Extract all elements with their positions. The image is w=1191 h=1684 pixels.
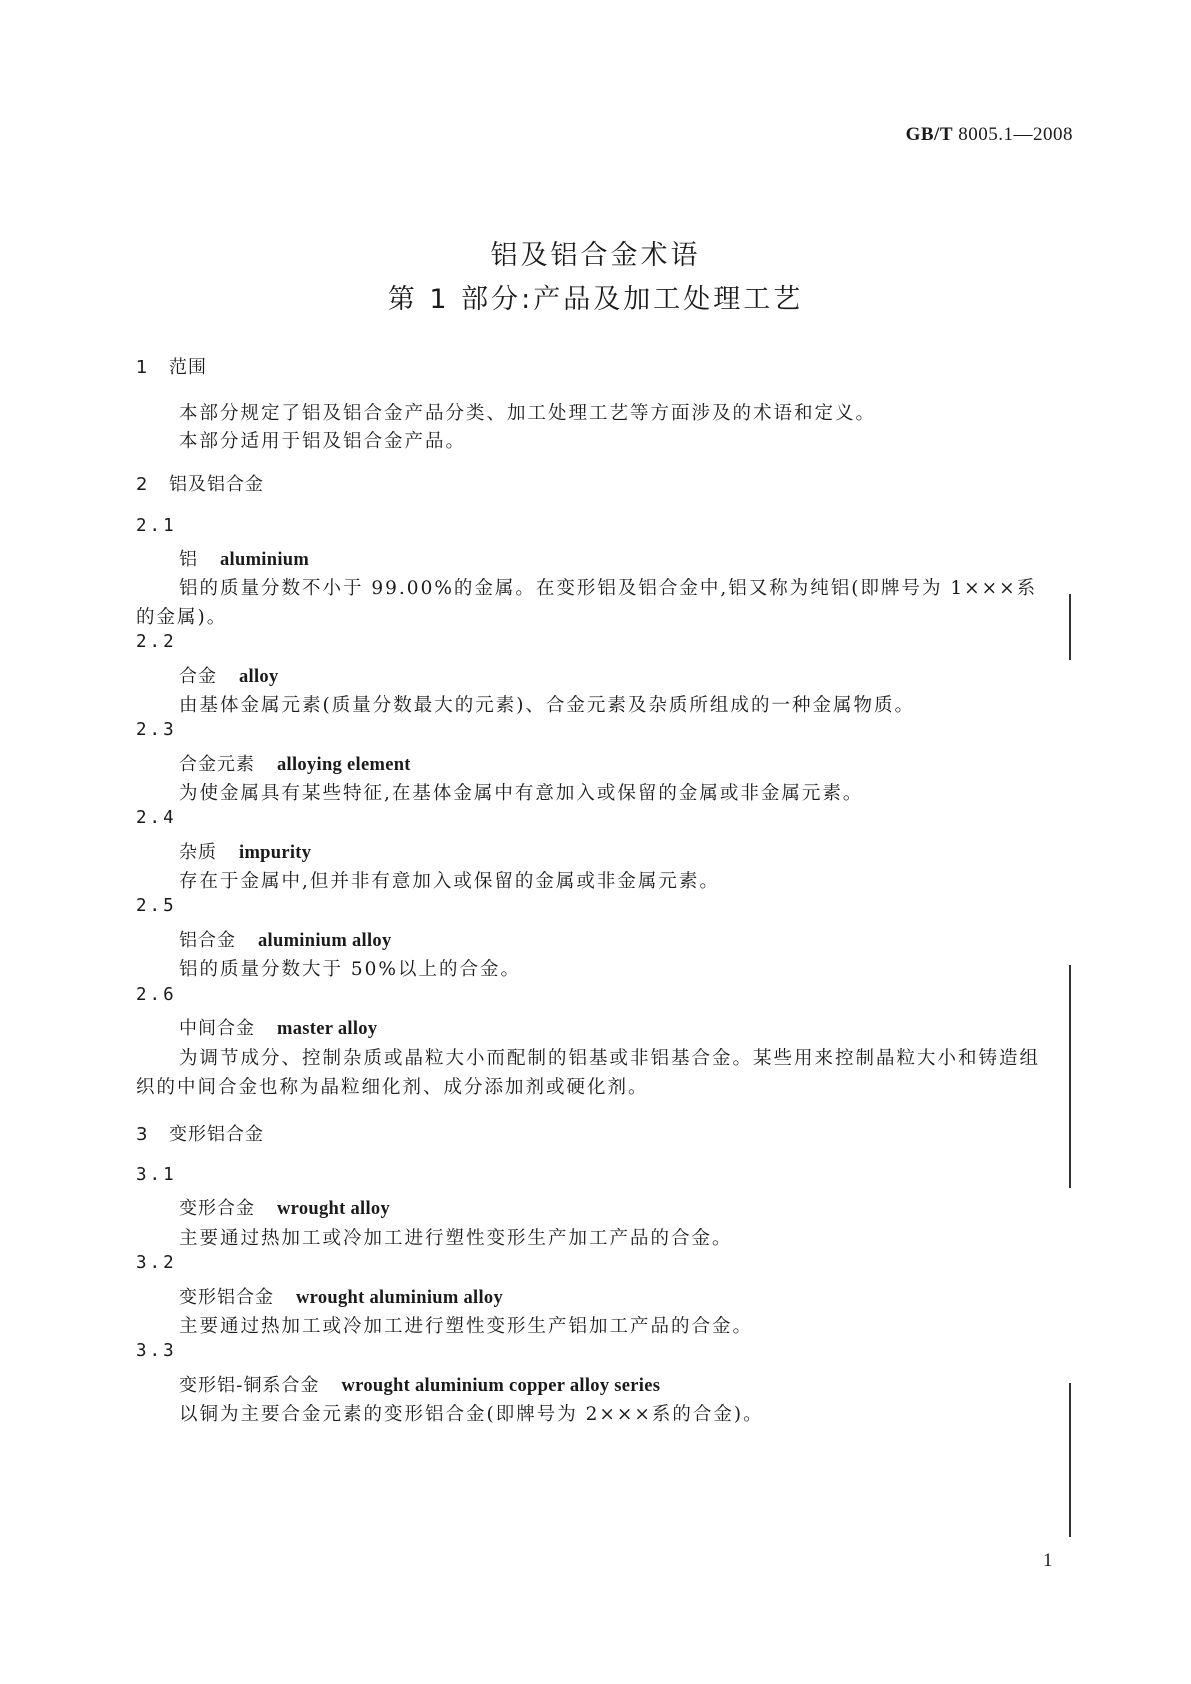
document-subtitle: 第 1 部分:产品及加工处理工艺: [387, 284, 804, 315]
term-en: aluminium: [220, 550, 310, 570]
section-heading-2: [136, 470, 264, 496]
term-entry: [179, 750, 411, 776]
clause-number: 2.5: [136, 896, 177, 916]
term-zh: 铝: [179, 549, 198, 570]
term-zh: 合金元素: [179, 754, 255, 775]
term-definition-continued: 的金属)。: [136, 607, 228, 628]
term-definition: 存在于金属中,但并非有意加入或保留的金属或非金属元素。: [179, 871, 720, 892]
term-zh: 变形铝合金: [179, 1287, 274, 1308]
term-definition: 为调节成分、控制杂质或晶粒大小而配制的铝基或非铝基合金。某些用来控制晶粒大小和铸造组: [179, 1048, 1041, 1069]
clause-number: 2.1: [136, 516, 177, 536]
page-number: 1: [1043, 1550, 1053, 1571]
term-zh: 杂质: [179, 842, 217, 863]
term-definition: 铝的质量分数大于 50%以上的合金。: [179, 959, 522, 980]
section-title: 铝及铝合金: [169, 474, 264, 495]
term-definition: 铝的质量分数不小于 99.00%的金属。在变形铝及铝合金中,铝又称为纯铝(即牌号为 1×××系: [179, 578, 1038, 599]
revision-bar: [1069, 1383, 1071, 1537]
term-definition: 以铜为主要合金元素的变形铝合金(即牌号为 2×××系的合金)。: [179, 1404, 764, 1425]
term-entry: [179, 1194, 390, 1220]
section-heading-3: [136, 1120, 264, 1146]
term-zh: 变形铝-铜系合金: [179, 1375, 320, 1396]
term-en: master alloy: [277, 1019, 378, 1039]
standard-code: [906, 124, 1073, 146]
term-en: alloy: [239, 667, 279, 687]
term-en: aluminium alloy: [258, 931, 392, 951]
term-entry: [179, 545, 309, 571]
standard-number: 8005.1—2008: [958, 124, 1073, 145]
clause-number: 2.2: [136, 632, 177, 652]
clause-number: 3.3: [136, 1341, 177, 1361]
term-en: wrought aluminium alloy: [296, 1288, 504, 1308]
term-definition: 主要通过热加工或冷加工进行塑性变形生产加工产品的合金。: [179, 1228, 733, 1249]
term-entry: [179, 1283, 503, 1309]
term-zh: 合金: [179, 666, 217, 687]
term-zh: 铝合金: [179, 930, 236, 951]
term-entry: [179, 662, 279, 688]
term-en: wrought aluminium copper alloy series: [341, 1376, 661, 1396]
clause-number: 3.2: [136, 1253, 177, 1273]
clause-number: 3.1: [136, 1165, 177, 1185]
term-entry: [179, 838, 311, 864]
section-number: 3: [136, 1124, 149, 1145]
term-definition: 主要通过热加工或冷加工进行塑性变形生产铝加工产品的合金。: [179, 1316, 754, 1337]
term-definition-continued: 织的中间合金也称为晶粒细化剂、成分添加剂或硬化剂。: [136, 1077, 649, 1098]
clause-number: 2.3: [136, 720, 177, 740]
term-entry: [179, 1371, 660, 1397]
revision-bar: [1069, 965, 1071, 1188]
term-en: impurity: [239, 843, 312, 863]
section-heading-1: [136, 353, 207, 379]
standard-prefix: GB/T: [905, 124, 953, 145]
term-definition: 为使金属具有某些特征,在基体金属中有意加入或保留的金属或非金属元素。: [179, 783, 864, 804]
revision-bar: [1069, 594, 1071, 660]
term-entry: [179, 1014, 377, 1040]
section-number: 1: [136, 357, 149, 378]
term-definition: 由基体金属元素(质量分数最大的元素)、合金元素及杂质所组成的一种金属物质。: [179, 695, 915, 716]
document-title: 铝及铝合金术语: [490, 240, 701, 271]
term-en: wrought alloy: [277, 1199, 391, 1219]
term-zh: 变形合金: [179, 1198, 255, 1219]
section-title: 变形铝合金: [169, 1124, 264, 1145]
clause-number: 2.6: [136, 985, 177, 1005]
section-title: 范围: [169, 357, 207, 378]
term-en: alloying element: [277, 755, 411, 775]
term-entry: [179, 926, 392, 952]
scope-paragraph-1: 本部分规定了铝及铝合金产品分类、加工处理工艺等方面涉及的术语和定义。: [179, 403, 877, 424]
term-zh: 中间合金: [179, 1018, 255, 1039]
section-number: 2: [136, 474, 149, 495]
clause-number: 2.4: [136, 808, 177, 828]
scope-paragraph-2: 本部分适用于铝及铝合金产品。: [179, 431, 467, 452]
